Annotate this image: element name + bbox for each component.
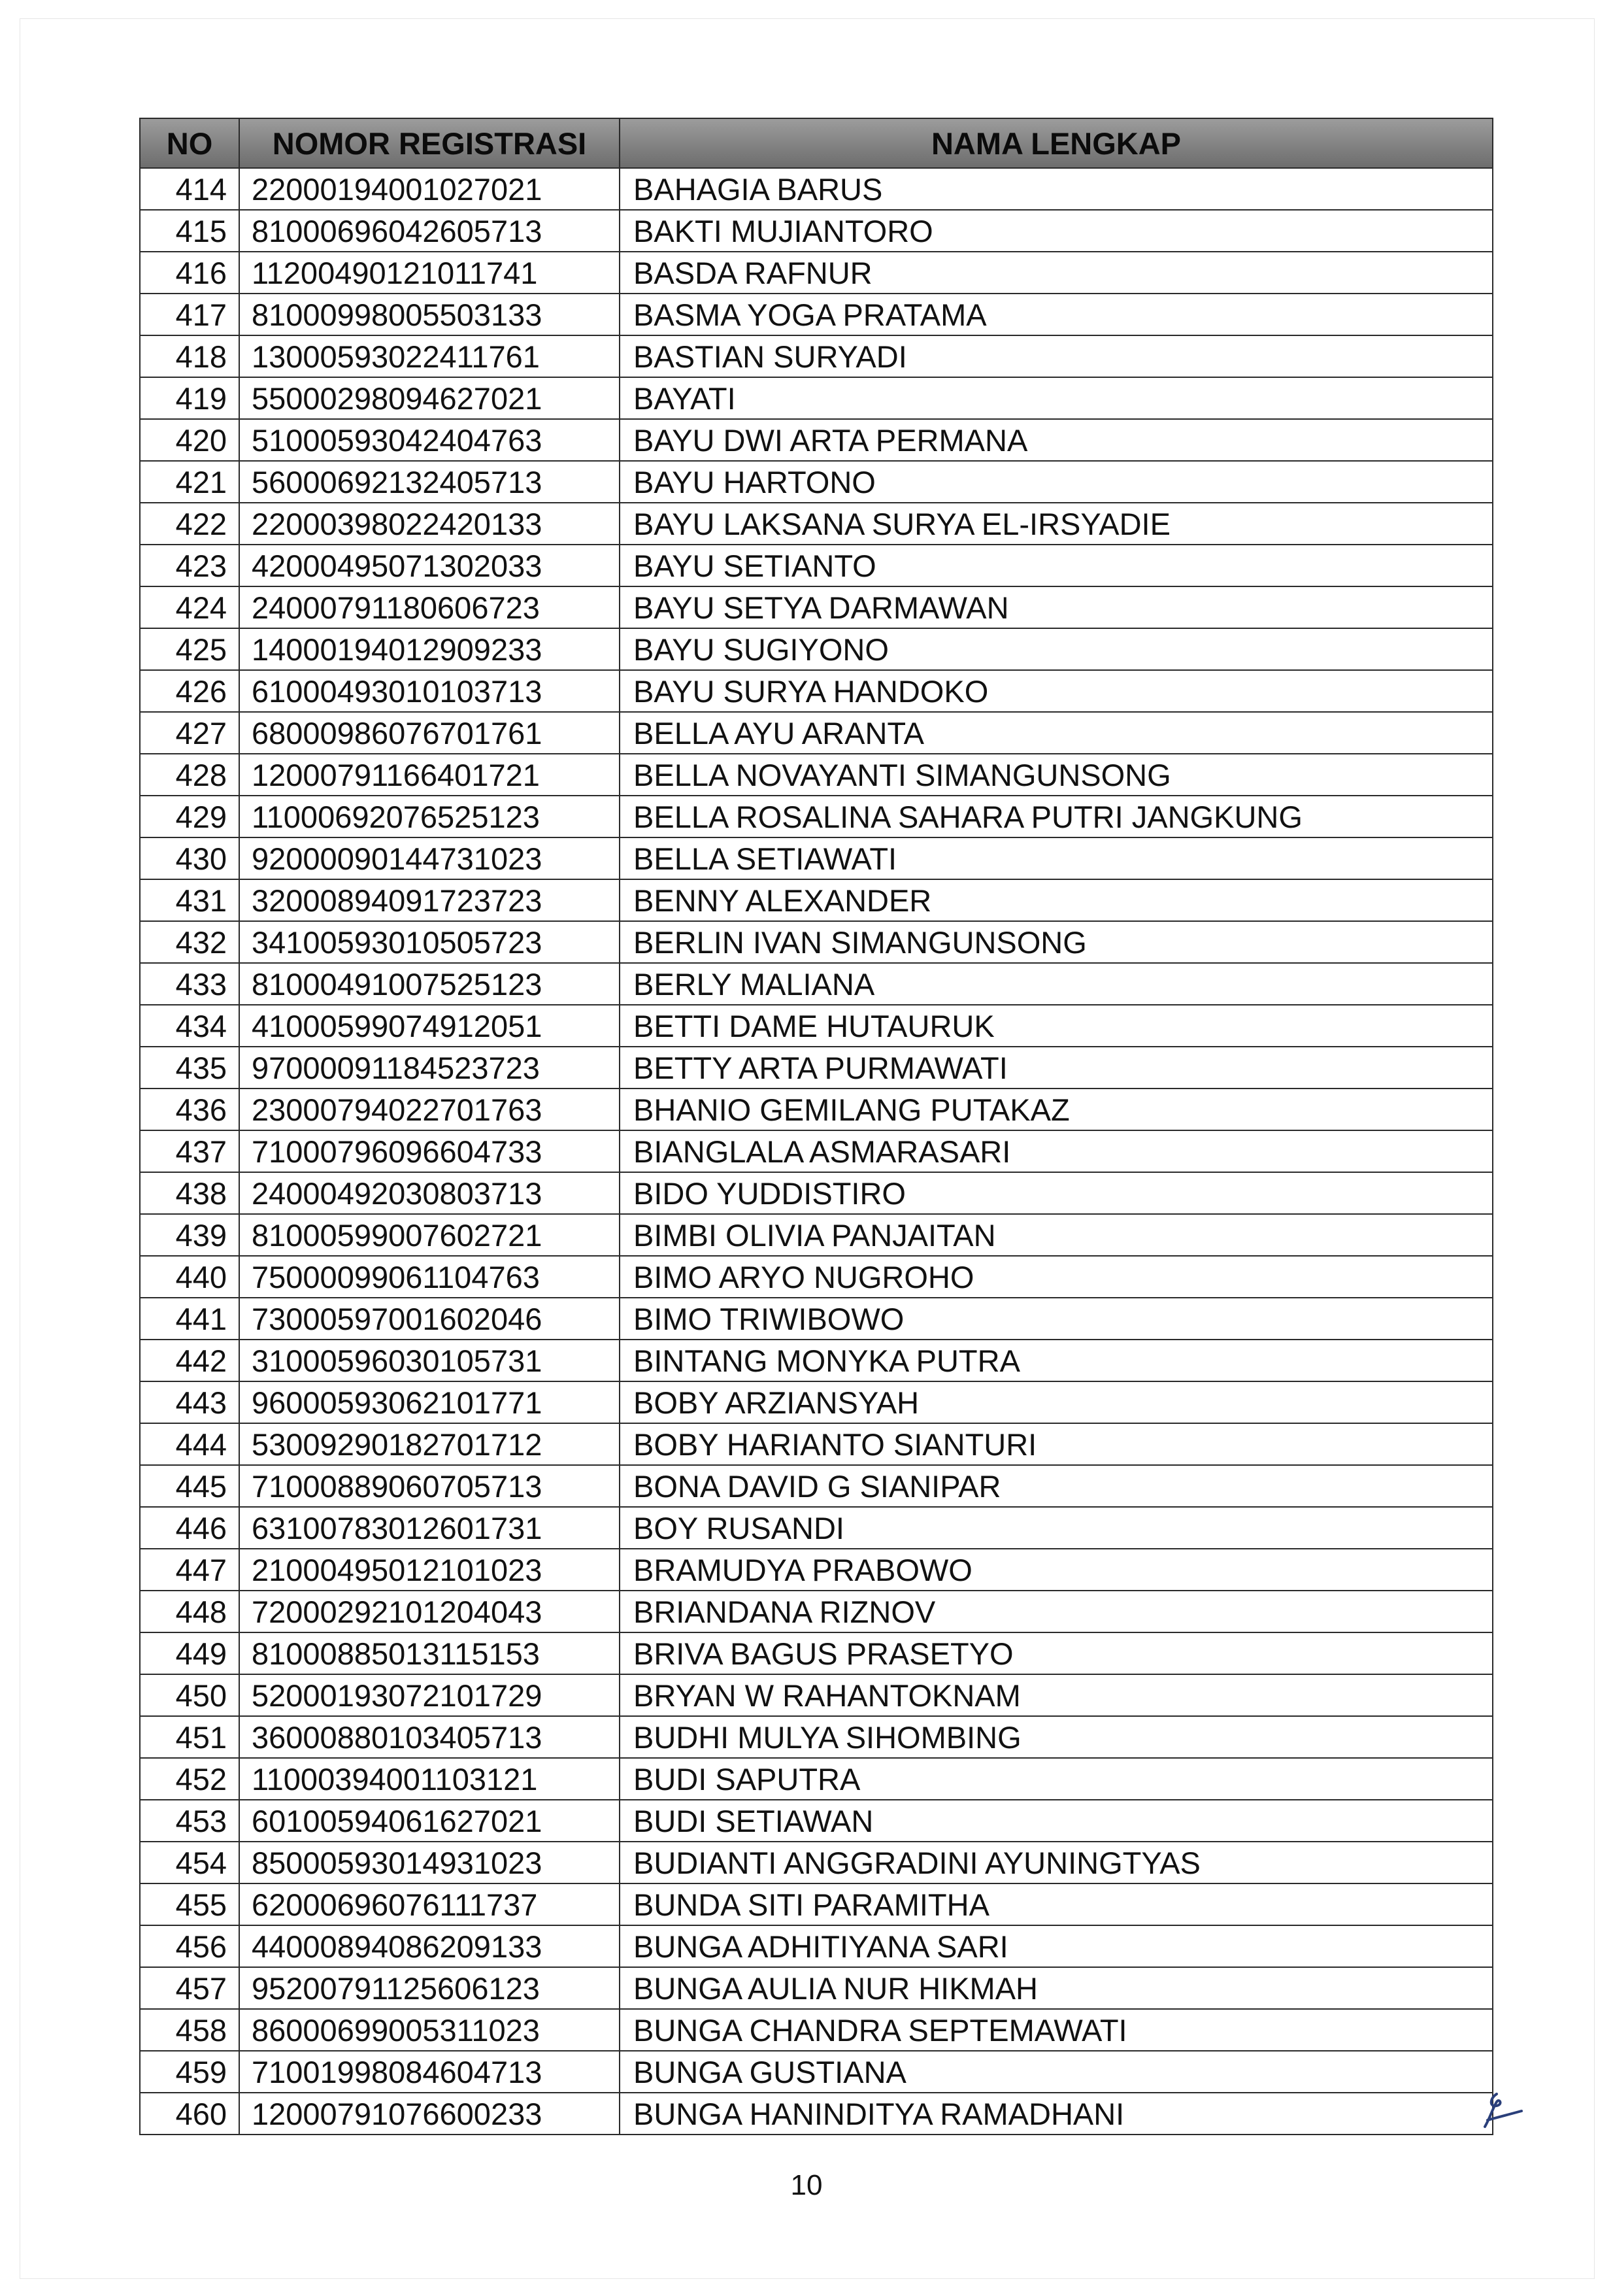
row-full-name: BAYU SURYA HANDOKO [620, 670, 1493, 712]
row-no: 446 [140, 1507, 239, 1549]
row-no: 435 [140, 1047, 239, 1089]
table-row [140, 1214, 1493, 1256]
page-number: 10 [790, 2169, 823, 2201]
row-registration-number: 81000885013115153 [239, 1632, 620, 1674]
table-row [140, 628, 1493, 670]
row-no: 433 [140, 963, 239, 1005]
row-full-name: BAYU SETIANTO [620, 545, 1493, 586]
row-no: 420 [140, 419, 239, 461]
row-registration-number: 14000194012909233 [239, 628, 620, 670]
row-no: 414 [140, 168, 239, 210]
row-no: 438 [140, 1172, 239, 1214]
row-registration-number: 41000599074912051 [239, 1005, 620, 1047]
table-row [140, 670, 1493, 712]
row-registration-number: 68000986076701761 [239, 712, 620, 754]
row-full-name: BHANIO GEMILANG PUTAKAZ [620, 1089, 1493, 1130]
row-no: 427 [140, 712, 239, 754]
row-full-name: BUNGA HANINDITYA RAMADHANI [620, 2093, 1493, 2135]
row-registration-number: 22000398022420133 [239, 503, 620, 545]
row-full-name: BRYAN W RAHANTOKNAM [620, 1674, 1493, 1716]
table-row [140, 252, 1493, 294]
paraf-initials-icon [1471, 2089, 1529, 2135]
row-registration-number: 32000894091723723 [239, 879, 620, 921]
row-registration-number: 31000596030105731 [239, 1340, 620, 1381]
table-row [140, 419, 1493, 461]
row-full-name: BELLA AYU ARANTA [620, 712, 1493, 754]
row-registration-number: 60100594061627021 [239, 1800, 620, 1842]
table-row [140, 1172, 1493, 1214]
row-no: 429 [140, 796, 239, 837]
row-no: 447 [140, 1549, 239, 1591]
row-registration-number: 13000593022411761 [239, 335, 620, 377]
row-full-name: BIMBI OLIVIA PANJAITAN [620, 1214, 1493, 1256]
table-row [140, 545, 1493, 586]
table-row [140, 2093, 1493, 2135]
row-registration-number: 22000194001027021 [239, 168, 620, 210]
row-no: 428 [140, 754, 239, 796]
row-no: 431 [140, 879, 239, 921]
row-registration-number: 86000699005311023 [239, 2009, 620, 2051]
row-no: 444 [140, 1423, 239, 1465]
row-no: 452 [140, 1758, 239, 1800]
row-full-name: BELLA SETIAWATI [620, 837, 1493, 879]
table-row [140, 1674, 1493, 1716]
table-row [140, 461, 1493, 503]
table-row [140, 1381, 1493, 1423]
row-no: 445 [140, 1465, 239, 1507]
table-row [140, 1256, 1493, 1298]
row-full-name: BETTI DAME HUTAURUK [620, 1005, 1493, 1047]
row-full-name: BAHAGIA BARUS [620, 168, 1493, 210]
row-registration-number: 11000394001103121 [239, 1758, 620, 1800]
row-no: 424 [140, 586, 239, 628]
row-registration-number: 71000796096604733 [239, 1130, 620, 1172]
row-no: 459 [140, 2051, 239, 2093]
row-full-name: BINTANG MONYKA PUTRA [620, 1340, 1493, 1381]
row-full-name: BUDHI MULYA SIHOMBING [620, 1716, 1493, 1758]
row-full-name: BIANGLALA ASMARASARI [620, 1130, 1493, 1172]
row-registration-number: 44000894086209133 [239, 1925, 620, 1967]
row-registration-number: 24000791180606723 [239, 586, 620, 628]
row-no: 436 [140, 1089, 239, 1130]
table-row [140, 879, 1493, 921]
table-row [140, 1758, 1493, 1800]
row-full-name: BOBY HARIANTO SIANTURI [620, 1423, 1493, 1465]
row-registration-number: 42000495071302033 [239, 545, 620, 586]
row-registration-number: 71000889060705713 [239, 1465, 620, 1507]
table-row [140, 1549, 1493, 1591]
row-no: 453 [140, 1800, 239, 1842]
row-full-name: BOBY ARZIANSYAH [620, 1381, 1493, 1423]
row-registration-number: 11200490121011741 [239, 252, 620, 294]
header-registration-number: NOMOR REGISTRASI [239, 118, 620, 168]
row-full-name: BERLIN IVAN SIMANGUNSONG [620, 921, 1493, 963]
row-full-name: BERLY MALIANA [620, 963, 1493, 1005]
row-full-name: BUDI SAPUTRA [620, 1758, 1493, 1800]
table-row [140, 1883, 1493, 1925]
table-row [140, 1089, 1493, 1130]
table-row [140, 377, 1493, 419]
table-row [140, 168, 1493, 210]
row-registration-number: 52000193072101729 [239, 1674, 620, 1716]
row-no: 437 [140, 1130, 239, 1172]
row-no: 418 [140, 335, 239, 377]
row-registration-number: 53009290182701712 [239, 1423, 620, 1465]
row-registration-number: 63100783012601731 [239, 1507, 620, 1549]
row-full-name: BUDIANTI ANGGRADINI AYUNINGTYAS [620, 1842, 1493, 1883]
row-full-name: BELLA NOVAYANTI SIMANGUNSONG [620, 754, 1493, 796]
table-row [140, 754, 1493, 796]
row-registration-number: 81000998005503133 [239, 294, 620, 335]
header-no: NO [140, 118, 239, 168]
row-no: 430 [140, 837, 239, 879]
row-registration-number: 51000593042404763 [239, 419, 620, 461]
row-full-name: BASTIAN SURYADI [620, 335, 1493, 377]
row-registration-number: 81000696042605713 [239, 210, 620, 252]
row-registration-number: 71001998084604713 [239, 2051, 620, 2093]
row-registration-number: 34100593010505723 [239, 921, 620, 963]
row-registration-number: 95200791125606123 [239, 1967, 620, 2009]
row-full-name: BAYU LAKSANA SURYA EL-IRSYADIE [620, 503, 1493, 545]
table-row [140, 294, 1493, 335]
row-no: 417 [140, 294, 239, 335]
row-registration-number: 81000599007602721 [239, 1214, 620, 1256]
table-row [140, 921, 1493, 963]
row-registration-number: 11000692076525123 [239, 796, 620, 837]
table-row [140, 1967, 1493, 2009]
row-full-name: BRIVA BAGUS PRASETYO [620, 1632, 1493, 1674]
table-row [140, 1842, 1493, 1883]
row-no: 449 [140, 1632, 239, 1674]
table-row [140, 1047, 1493, 1089]
row-no: 441 [140, 1298, 239, 1340]
table-row [140, 1632, 1493, 1674]
table-row [140, 1800, 1493, 1842]
row-no: 426 [140, 670, 239, 712]
row-registration-number: 36000880103405713 [239, 1716, 620, 1758]
row-full-name: BUNDA SITI PARAMITHA [620, 1883, 1493, 1925]
table-row [140, 712, 1493, 754]
table-body [140, 168, 1493, 2135]
table-row [140, 963, 1493, 1005]
row-no: 432 [140, 921, 239, 963]
table-row [140, 586, 1493, 628]
row-no: 439 [140, 1214, 239, 1256]
row-no: 425 [140, 628, 239, 670]
row-registration-number: 12000791076600233 [239, 2093, 620, 2135]
row-registration-number: 96000593062101771 [239, 1381, 620, 1423]
row-full-name: BASDA RAFNUR [620, 252, 1493, 294]
table-row [140, 210, 1493, 252]
row-no: 454 [140, 1842, 239, 1883]
row-registration-number: 73000597001602046 [239, 1298, 620, 1340]
table-row [140, 2051, 1493, 2093]
row-full-name: BUNGA GUSTIANA [620, 2051, 1493, 2093]
table-row [140, 1130, 1493, 1172]
table-row [140, 1298, 1493, 1340]
row-no: 451 [140, 1716, 239, 1758]
row-full-name: BETTY ARTA PURMAWATI [620, 1047, 1493, 1089]
row-full-name: BAYU DWI ARTA PERMANA [620, 419, 1493, 461]
row-registration-number: 85000593014931023 [239, 1842, 620, 1883]
table-header-row [140, 118, 1493, 168]
row-full-name: BUDI SETIAWAN [620, 1800, 1493, 1842]
row-registration-number: 61000493010103713 [239, 670, 620, 712]
row-registration-number: 72000292101204043 [239, 1591, 620, 1632]
row-full-name: BUNGA ADHITIYANA SARI [620, 1925, 1493, 1967]
table-row [140, 1340, 1493, 1381]
row-registration-number: 21000495012101023 [239, 1549, 620, 1591]
row-full-name: BAYATI [620, 377, 1493, 419]
row-no: 423 [140, 545, 239, 586]
row-registration-number: 12000791166401721 [239, 754, 620, 796]
row-registration-number: 55000298094627021 [239, 377, 620, 419]
row-registration-number: 24000492030803713 [239, 1172, 620, 1214]
table-row [140, 1591, 1493, 1632]
row-full-name: BIMO ARYO NUGROHO [620, 1256, 1493, 1298]
table-row [140, 503, 1493, 545]
row-no: 434 [140, 1005, 239, 1047]
table-row [140, 1423, 1493, 1465]
table-row [140, 1716, 1493, 1758]
table-row [140, 796, 1493, 837]
row-no: 440 [140, 1256, 239, 1298]
row-no: 419 [140, 377, 239, 419]
row-full-name: BAYU HARTONO [620, 461, 1493, 503]
row-full-name: BAYU SETYA DARMAWAN [620, 586, 1493, 628]
row-no: 450 [140, 1674, 239, 1716]
row-registration-number: 56000692132405713 [239, 461, 620, 503]
row-no: 448 [140, 1591, 239, 1632]
table-row [140, 1925, 1493, 1967]
table-row [140, 2009, 1493, 2051]
row-full-name: BOY RUSANDI [620, 1507, 1493, 1549]
row-registration-number: 81000491007525123 [239, 963, 620, 1005]
row-no: 443 [140, 1381, 239, 1423]
header-full-name: NAMA LENGKAP [620, 118, 1493, 168]
registration-table [139, 118, 1493, 2135]
row-no: 416 [140, 252, 239, 294]
row-full-name: BIMO TRIWIBOWO [620, 1298, 1493, 1340]
row-full-name: BAKTI MUJIANTORO [620, 210, 1493, 252]
row-no: 457 [140, 1967, 239, 2009]
row-full-name: BAYU SUGIYONO [620, 628, 1493, 670]
row-no: 422 [140, 503, 239, 545]
row-registration-number: 62000696076111737 [239, 1883, 620, 1925]
row-no: 415 [140, 210, 239, 252]
row-full-name: BIDO YUDDISTIRO [620, 1172, 1493, 1214]
row-registration-number: 75000099061104763 [239, 1256, 620, 1298]
row-full-name: BRIANDANA RIZNOV [620, 1591, 1493, 1632]
row-full-name: BELLA ROSALINA SAHARA PUTRI JANGKUNG [620, 796, 1493, 837]
row-full-name: BASMA YOGA PRATAMA [620, 294, 1493, 335]
row-no: 442 [140, 1340, 239, 1381]
row-no: 421 [140, 461, 239, 503]
row-registration-number: 23000794022701763 [239, 1089, 620, 1130]
row-full-name: BENNY ALEXANDER [620, 879, 1493, 921]
table-row [140, 837, 1493, 879]
table-row [140, 335, 1493, 377]
row-no: 458 [140, 2009, 239, 2051]
row-full-name: BONA DAVID G SIANIPAR [620, 1465, 1493, 1507]
row-no: 456 [140, 1925, 239, 1967]
row-no: 460 [140, 2093, 239, 2135]
row-full-name: BUNGA AULIA NUR HIKMAH [620, 1967, 1493, 2009]
row-registration-number: 97000091184523723 [239, 1047, 620, 1089]
row-full-name: BUNGA CHANDRA SEPTEMAWATI [620, 2009, 1493, 2051]
table-row [140, 1507, 1493, 1549]
row-registration-number: 92000090144731023 [239, 837, 620, 879]
table-row [140, 1465, 1493, 1507]
row-no: 455 [140, 1883, 239, 1925]
row-full-name: BRAMUDYA PRABOWO [620, 1549, 1493, 1591]
table-row [140, 1005, 1493, 1047]
